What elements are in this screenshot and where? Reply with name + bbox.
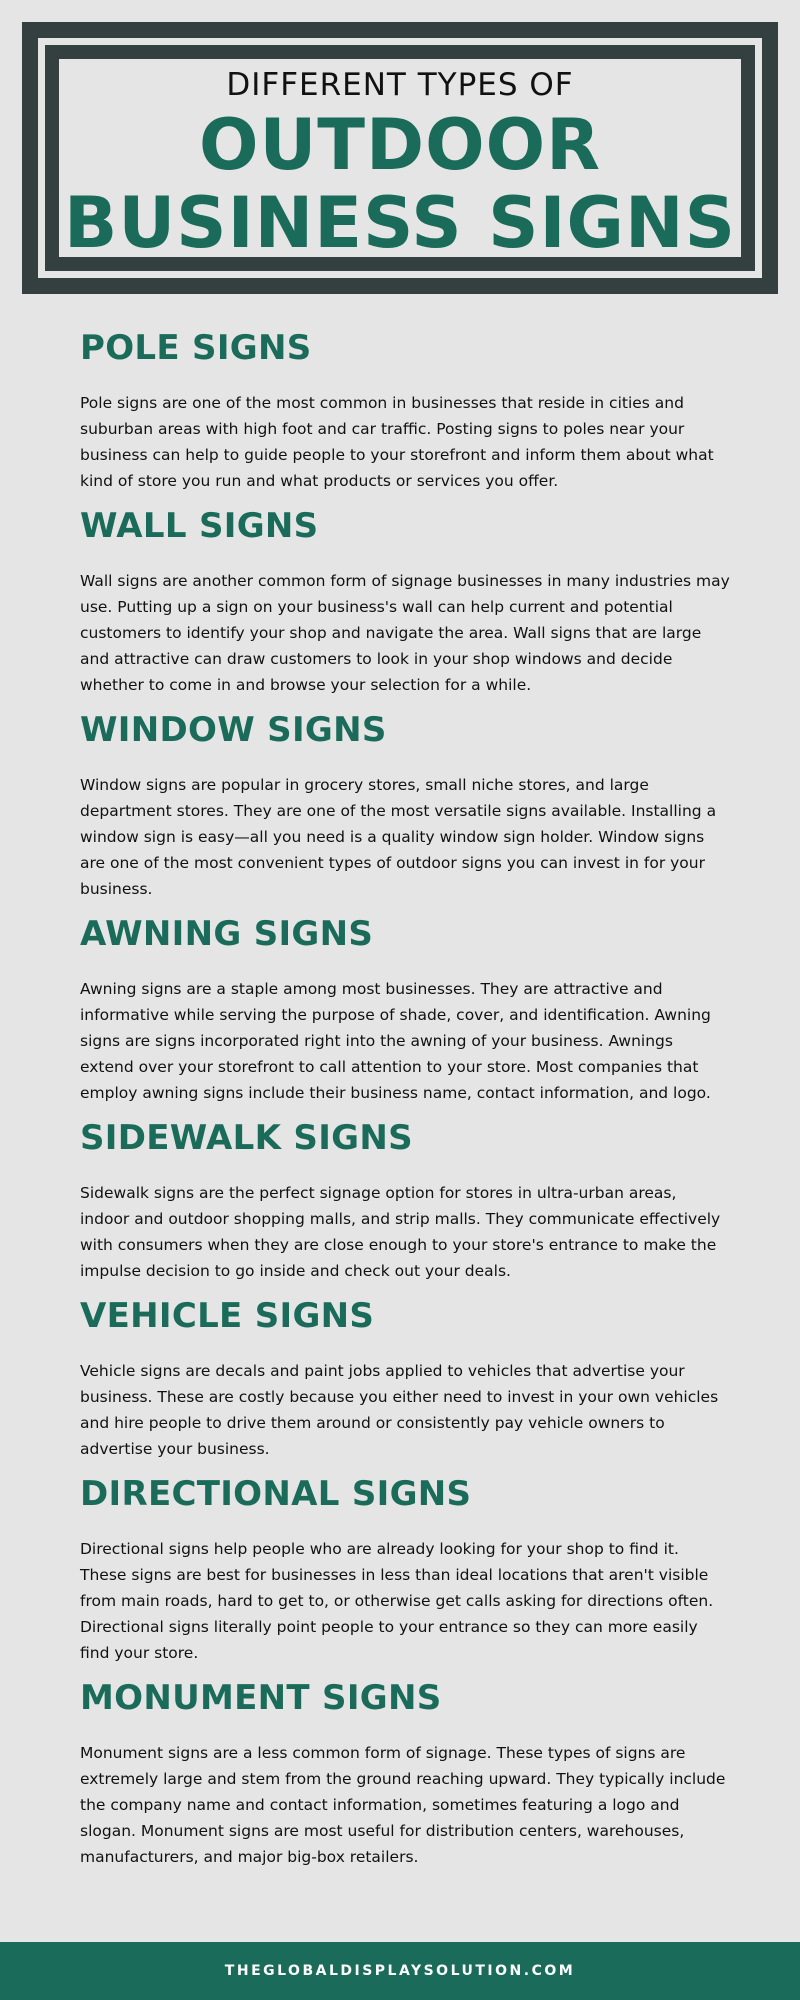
- section-heading: VEHICLE SIGNS: [80, 1296, 375, 1336]
- section-body: Awning signs are a staple among most businesses. They are attractive and informative while serving the purpose of shade, cover, and identification. Awning signs are signs incorporated right into the awning of your business. Awnings extend over your storefront to call attention to your store. Most companies that employ awning signs include their business name, contact information, and logo.: [80, 980, 711, 1102]
- footer-website: THEGLOBALDISPLAYSOLUTION.COM: [224, 1963, 576, 1979]
- section-body: Wall signs are another common form of signage businesses in many industries may use. Putting up a sign on your business's wall can help current and potential customers to identify your shop and navigate the area. Wall signs that are large and attractive can draw customers to look in your shop windows and decide whether to come in and browse your selection for a while.: [80, 572, 730, 694]
- section-body: Monument signs are a less common form of signage. These types of signs are extremely large and stem from the ground reaching upward. They typically include the company name and contact information, sometimes featuring a logo and slogan. Monument signs are most useful for distribution centers, warehouses, manufacturers, and major big-box retailers.: [80, 1744, 726, 1866]
- section-monument-signs: [80, 1678, 730, 1870]
- section-body: Sidewalk signs are the perfect signage option for stores in ultra-urban areas, indoor and outdoor shopping malls, and strip malls. They communicate effectively with consumers when they are close enough to your store's entrance to make the impulse decision to go inside and check out your deals.: [80, 1184, 721, 1280]
- section-window-signs: [80, 710, 730, 902]
- section-heading: SIDEWALK SIGNS: [80, 1118, 413, 1158]
- section-heading: DIRECTIONAL SIGNS: [80, 1474, 472, 1514]
- footer-bar: [0, 1942, 800, 2000]
- section-pole-signs: [80, 328, 730, 494]
- section-heading: MONUMENT SIGNS: [80, 1678, 442, 1718]
- header-subtitle: DIFFERENT TYPES OF: [226, 67, 574, 103]
- section-vehicle-signs: [80, 1296, 730, 1462]
- header-title-line1: OUTDOOR: [198, 104, 602, 186]
- section-body: Directional signs help people who are already looking for your shop to find it. These signs are best for businesses in less than ideal locations that aren't visible from main roads, hard to get to, or otherwise get calls asking for directions often. Directional signs literally point people to your entrance so they can more easily find your store.: [80, 1540, 714, 1662]
- section-heading: WALL SIGNS: [80, 506, 319, 546]
- header-title-line2: BUSINESS SIGNS: [63, 182, 737, 264]
- section-heading: POLE SIGNS: [80, 328, 312, 368]
- section-wall-signs: [80, 506, 730, 698]
- section-body: Window signs are popular in grocery stores, small niche stores, and large department stores. They are one of the most versatile signs available. Installing a window sign is easy—all you need is a quality window sign holder. Window signs are one of the most convenient types of outdoor signs you can invest in for your business.: [80, 776, 717, 898]
- section-body: Vehicle signs are decals and paint jobs applied to vehicles that advertise your business. These are costly because you either need to invest in your own vehicles and hire people to drive them around or consistently pay vehicle owners to advertise your business.: [80, 1362, 719, 1458]
- header-inner-frame: [45, 45, 755, 271]
- section-body: Pole signs are one of the most common in businesses that reside in cities and suburban areas with high foot and car traffic. Posting signs to poles near your business can help to guide people to your storefront and inform them about what kind of store you run and what products or services you offer.: [80, 394, 714, 490]
- section-awning-signs: [80, 914, 730, 1106]
- section-sidewalk-signs: [80, 1118, 730, 1284]
- section-directional-signs: [80, 1474, 730, 1666]
- sections-container: [80, 320, 730, 1882]
- section-heading: AWNING SIGNS: [80, 914, 374, 954]
- section-heading: WINDOW SIGNS: [80, 710, 387, 750]
